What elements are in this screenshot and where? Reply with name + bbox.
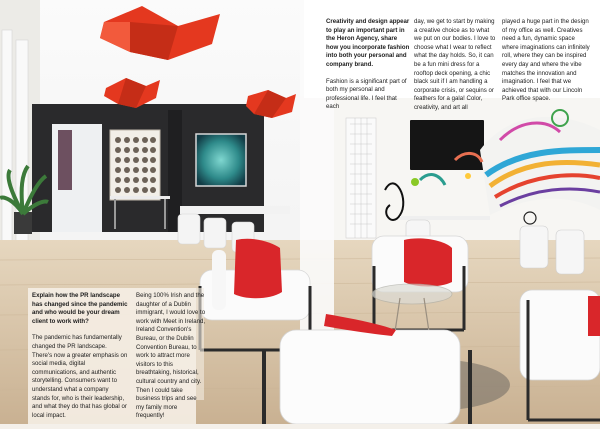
- bottom-column-2: [136, 292, 206, 429]
- glass-side-table: [372, 284, 452, 304]
- top-question: Creativity and design appear to play an important part in the Heron Agency, share how you incorporate fashion into both your personal and company brand.: [326, 18, 410, 68]
- top-column-1: [326, 18, 410, 120]
- red-pillow-icon: [588, 296, 600, 336]
- top-col3-body: played a huge part in the design of my office as well. Creatives need a fun, dynamic space where imaginations can infinitely roll, where they can be inspired every day and where the vibe matches the innovation and imagination. I feel that we achieved that with our Lincoln Park office space.: [502, 18, 590, 103]
- top-column-3: [502, 18, 590, 112]
- red-pillow-icon: [404, 238, 452, 286]
- bottom-column-1: [32, 292, 128, 428]
- top-column-2: [414, 18, 498, 121]
- red-pillow-icon: [234, 239, 282, 299]
- framed-abstract-art-icon: [196, 134, 246, 186]
- bottom-col2-body: Being 100% Irish and the daughter of a Dublin immigrant, I would love to work with Meet in Ireland, Ireland Convention's Bureau, or the Dublin Convention Bureau, to work to attract more visitors to this breathtaking, historical, cultural country and city. Then I could take business trips and see my family more frequently!: [136, 292, 206, 420]
- wall-tv-icon: [410, 120, 484, 170]
- bottom-question: Explain how the PR landscape has changed since the pandemic and who would be your dream client to work with?: [32, 292, 128, 325]
- bottom-col1-body: The pandemic has fundamentally changed the PR landscape. There's now a greater emphasis on social media, digital communications, and authentic storytelling. Consumers want to understand what a company stands for, who is their leadership, and what they do that has global or local impact.: [32, 334, 128, 419]
- top-col2-body: day, we get to start by making a creative choice as to what we put on our bodies. I love to choose what I wear to reflect what the day holds. So, it can be a fun mini dress for a rooftop deck opening, a chic black suit if I am handling a corporate crisis, or sequins or feathers for a gala! Color, creativity, and art all: [414, 18, 496, 111]
- top-col1-body: Fashion is a significant part of both my personal and professional life. I feel that each: [326, 77, 407, 111]
- lounge-chair: [264, 314, 470, 424]
